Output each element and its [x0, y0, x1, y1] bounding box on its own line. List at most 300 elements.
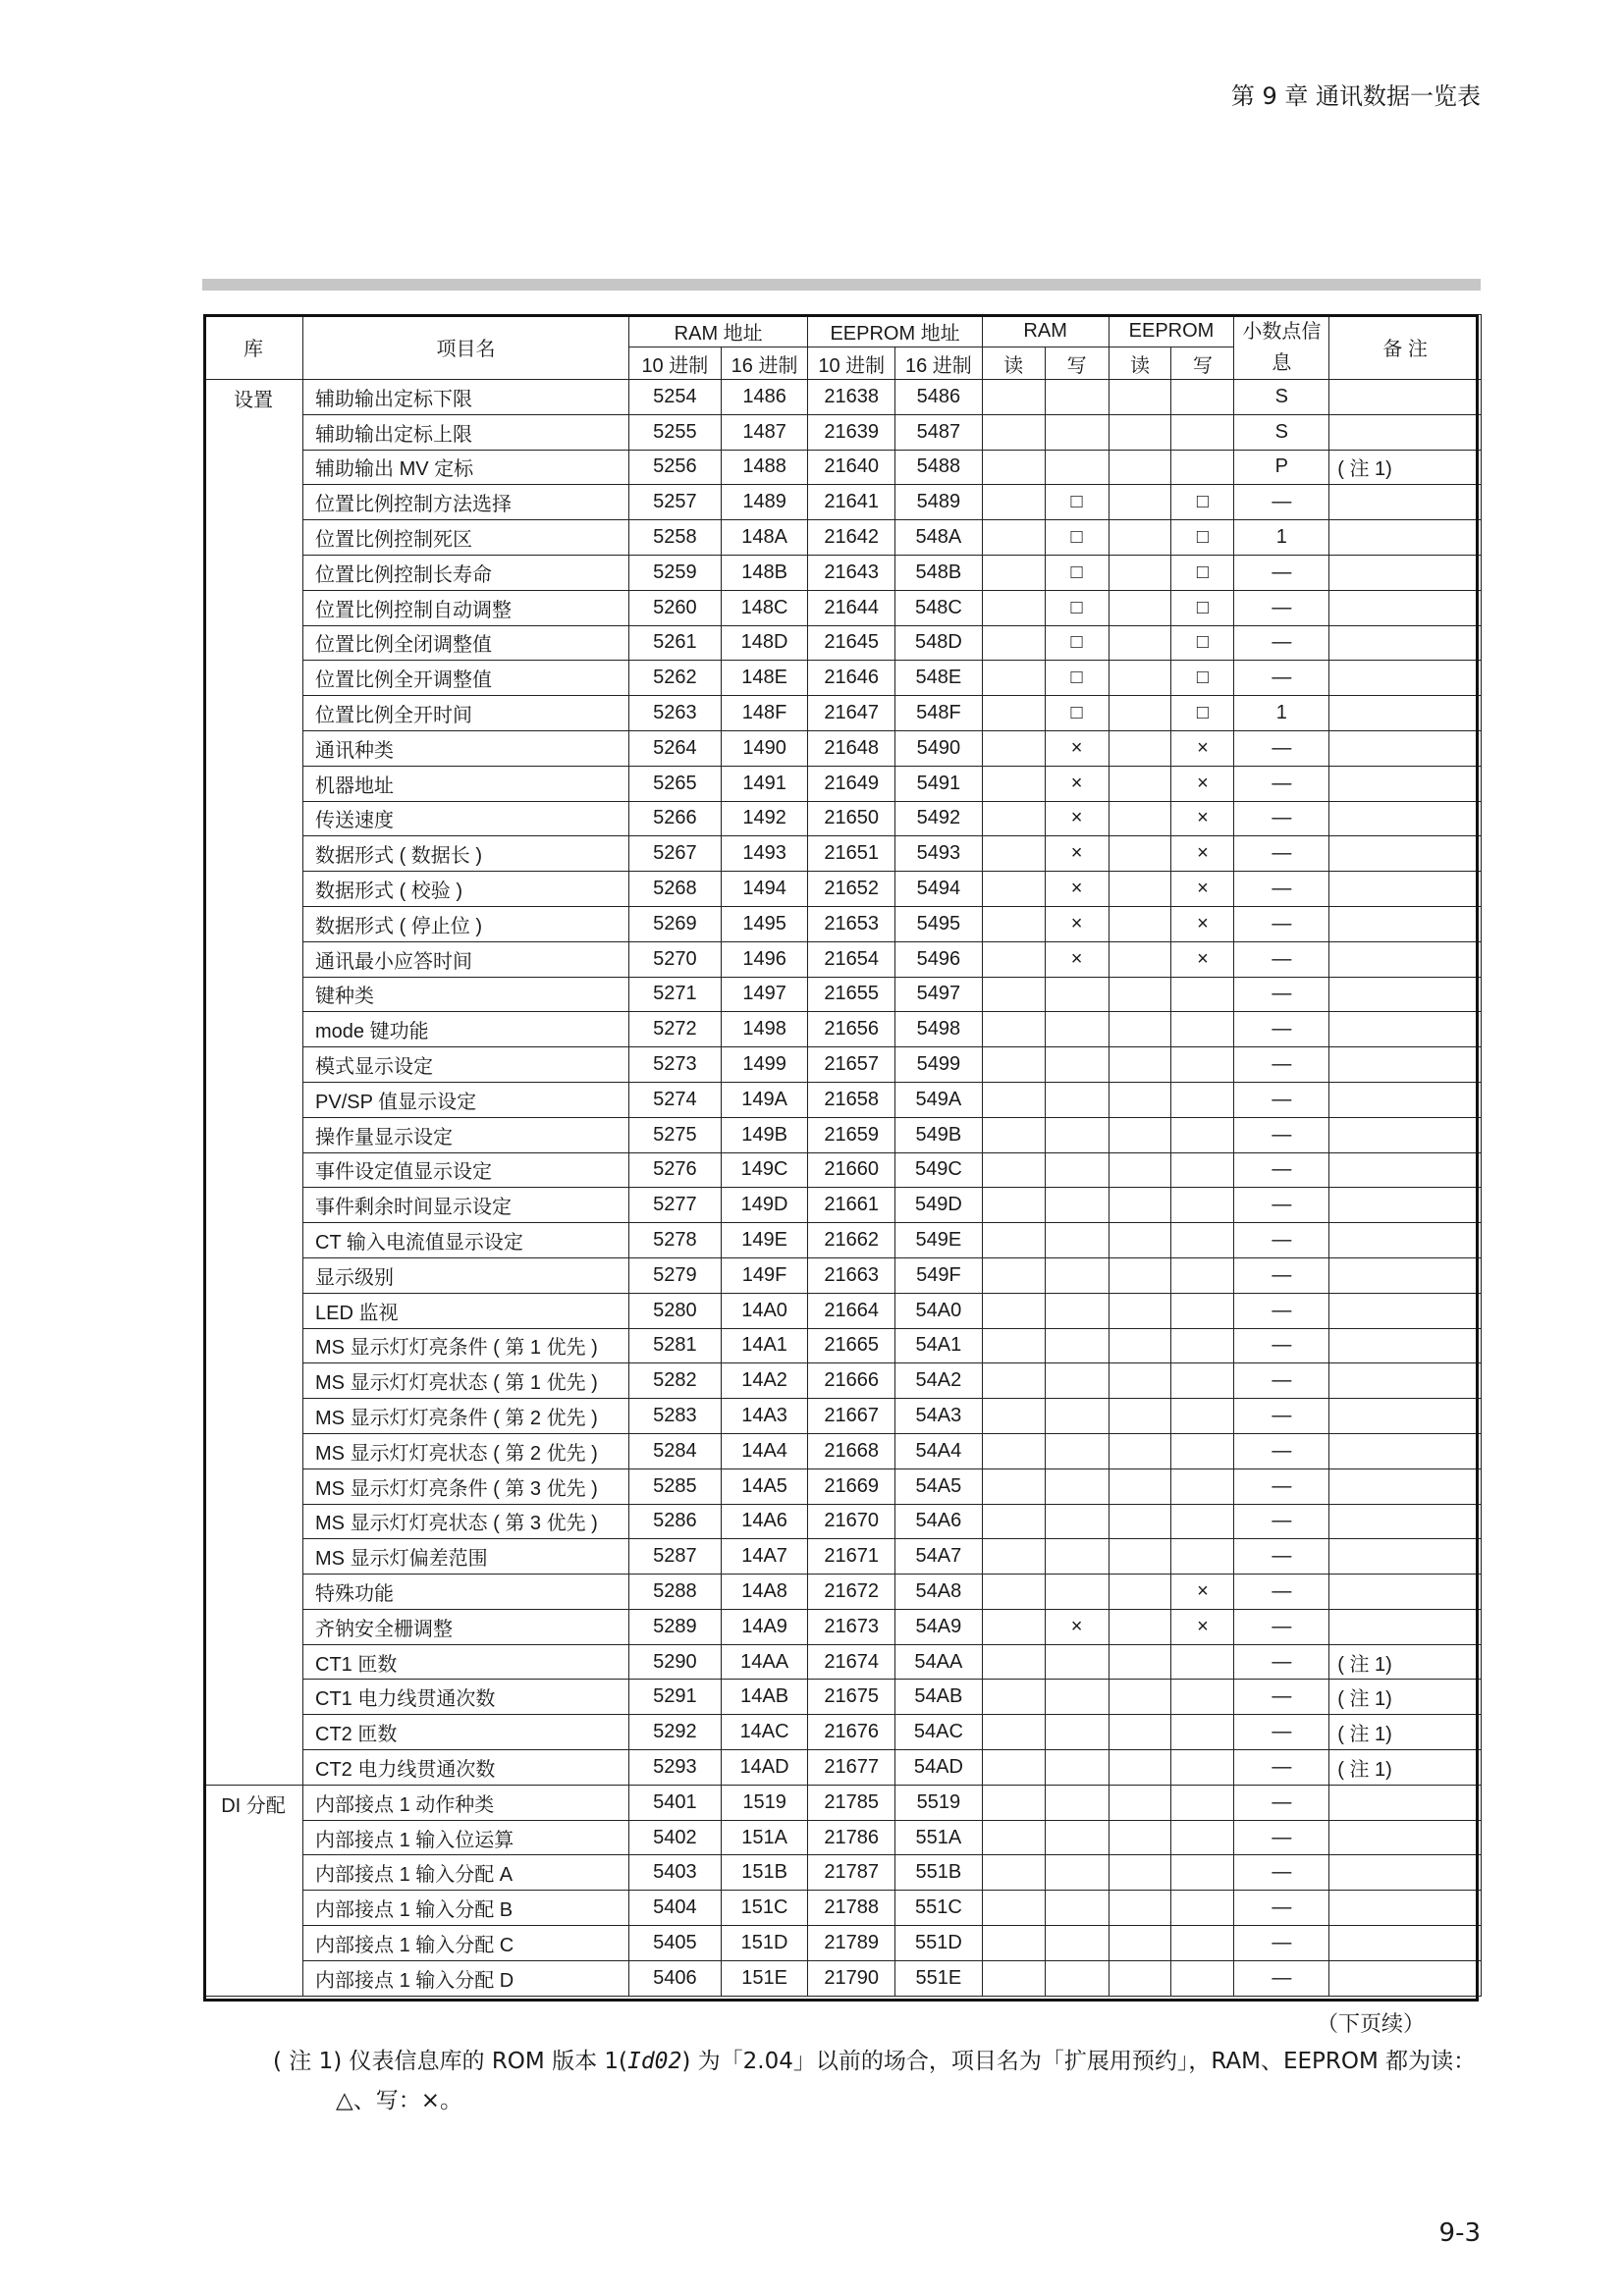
- remark-cell: [1329, 836, 1482, 872]
- item-name-cell: 内部接点 1 动作种类: [303, 1785, 629, 1820]
- eeprom-write-cell: [1171, 1750, 1234, 1786]
- eeprom-hex-cell: 5497: [895, 977, 983, 1012]
- eeprom-read-cell: [1109, 1293, 1171, 1328]
- table-row: [204, 872, 1482, 907]
- remark-cell: [1329, 1363, 1482, 1399]
- ram-read-cell: [982, 1047, 1045, 1083]
- ram-write-cell: [1045, 1293, 1109, 1328]
- ram-write-cell: [1045, 414, 1109, 450]
- ram-hex-cell: 148C: [721, 590, 808, 625]
- remark-cell: [1329, 1820, 1482, 1855]
- ram-dec-cell: 5276: [628, 1152, 721, 1188]
- ram-dec-cell: 5282: [628, 1363, 721, 1399]
- ram-write-cell: □: [1045, 485, 1109, 520]
- decimal-info-cell: —: [1234, 661, 1329, 696]
- ram-dec-cell: 5286: [628, 1504, 721, 1539]
- eeprom-read-cell: [1109, 1960, 1171, 1996]
- table-row: [204, 1539, 1482, 1575]
- eeprom-read-cell: [1109, 1820, 1171, 1855]
- decimal-info-cell: —: [1234, 1960, 1329, 1996]
- decimal-info-cell: —: [1234, 1820, 1329, 1855]
- remark-cell: [1329, 1047, 1482, 1083]
- eeprom-write-cell: [1171, 1012, 1234, 1047]
- ram-write-cell: ×: [1045, 836, 1109, 872]
- ram-hex-cell: 14AC: [721, 1715, 808, 1750]
- ram-write-cell: [1045, 1644, 1109, 1680]
- item-name-cell: CT1 电力线贯通次数: [303, 1680, 629, 1715]
- remark-cell: [1329, 1293, 1482, 1328]
- ram-hex-cell: 14A2: [721, 1363, 808, 1399]
- table-row: [204, 1855, 1482, 1891]
- table-row: [204, 590, 1482, 625]
- ram-write-cell: [1045, 1188, 1109, 1223]
- remark-cell: [1329, 485, 1482, 520]
- decimal-info-cell: —: [1234, 906, 1329, 941]
- decimal-info-cell: —: [1234, 485, 1329, 520]
- remark-cell: [1329, 520, 1482, 556]
- ram-hex-cell: 149E: [721, 1223, 808, 1258]
- remark-cell: [1329, 1012, 1482, 1047]
- decimal-info-cell: —: [1234, 1082, 1329, 1117]
- ram-write-cell: ×: [1045, 730, 1109, 766]
- eeprom-hex-cell: 5495: [895, 906, 983, 941]
- eeprom-hex-cell: 548A: [895, 520, 983, 556]
- ram-dec-cell: 5288: [628, 1575, 721, 1610]
- library-cell: 设置: [204, 380, 303, 1786]
- item-name-cell: 位置比例全开调整值: [303, 661, 629, 696]
- eeprom-hex-cell: 54A3: [895, 1399, 983, 1434]
- eeprom-dec-cell: 21658: [808, 1082, 895, 1117]
- eeprom-hex-cell: 549F: [895, 1257, 983, 1293]
- ram-write-cell: [1045, 1750, 1109, 1786]
- decimal-info-cell: —: [1234, 1715, 1329, 1750]
- item-name-cell: 位置比例控制死区: [303, 520, 629, 556]
- ram-hex-cell: 148B: [721, 555, 808, 590]
- eeprom-hex-cell: 551B: [895, 1855, 983, 1891]
- decimal-info-cell: —: [1234, 1504, 1329, 1539]
- eeprom-dec-cell: 21663: [808, 1257, 895, 1293]
- header-library: 库: [204, 315, 303, 380]
- ram-hex-cell: 151B: [721, 1855, 808, 1891]
- ram-dec-cell: 5281: [628, 1328, 721, 1363]
- ram-dec-cell: 5259: [628, 555, 721, 590]
- remark-cell: [1329, 1117, 1482, 1152]
- eeprom-read-cell: [1109, 1012, 1171, 1047]
- ram-dec-cell: 5269: [628, 906, 721, 941]
- ram-write-cell: ×: [1045, 766, 1109, 801]
- ram-write-cell: [1045, 1926, 1109, 1961]
- header-ram-dec: 10 进制: [628, 347, 721, 380]
- table-row: [204, 1223, 1482, 1258]
- eeprom-read-cell: [1109, 977, 1171, 1012]
- ram-dec-cell: 5287: [628, 1539, 721, 1575]
- item-name-cell: 事件设定值显示设定: [303, 1152, 629, 1188]
- remark-cell: [1329, 906, 1482, 941]
- eeprom-write-cell: [1171, 1855, 1234, 1891]
- eeprom-read-cell: [1109, 1047, 1171, 1083]
- decimal-info-cell: —: [1234, 1891, 1329, 1926]
- eeprom-hex-cell: 54A4: [895, 1433, 983, 1468]
- ram-dec-cell: 5265: [628, 766, 721, 801]
- table-row: [204, 1293, 1482, 1328]
- ram-hex-cell: 1492: [721, 801, 808, 836]
- eeprom-hex-cell: 548D: [895, 625, 983, 661]
- eeprom-write-cell: [1171, 1188, 1234, 1223]
- eeprom-dec-cell: 21672: [808, 1575, 895, 1610]
- decimal-info-cell: —: [1234, 1433, 1329, 1468]
- eeprom-dec-cell: 21788: [808, 1891, 895, 1926]
- ram-dec-cell: 5284: [628, 1433, 721, 1468]
- ram-dec-cell: 5289: [628, 1609, 721, 1644]
- table-row: [204, 1715, 1482, 1750]
- table-row: [204, 380, 1482, 415]
- ram-dec-cell: 5256: [628, 450, 721, 485]
- ram-hex-cell: 14A6: [721, 1504, 808, 1539]
- ram-hex-cell: 1493: [721, 836, 808, 872]
- ram-dec-cell: 5402: [628, 1820, 721, 1855]
- eeprom-dec-cell: 21652: [808, 872, 895, 907]
- header-item-name: 项目名: [303, 315, 629, 380]
- ram-hex-cell: 1488: [721, 450, 808, 485]
- table-row: [204, 766, 1482, 801]
- decimal-info-cell: —: [1234, 836, 1329, 872]
- remark-cell: ( 注 1): [1329, 1750, 1482, 1786]
- ram-hex-cell: 1499: [721, 1047, 808, 1083]
- decimal-info-cell: —: [1234, 1644, 1329, 1680]
- remark-cell: [1329, 1855, 1482, 1891]
- ram-write-cell: [1045, 977, 1109, 1012]
- eeprom-read-cell: [1109, 1785, 1171, 1820]
- table-row: [204, 414, 1482, 450]
- ram-hex-cell: 1519: [721, 1785, 808, 1820]
- remark-cell: [1329, 1960, 1482, 1996]
- item-name-cell: 事件剩余时间显示设定: [303, 1188, 629, 1223]
- item-name-cell: 位置比例全开时间: [303, 696, 629, 731]
- ram-write-cell: [1045, 1575, 1109, 1610]
- ram-read-cell: [982, 977, 1045, 1012]
- remark-cell: [1329, 766, 1482, 801]
- eeprom-dec-cell: 21645: [808, 625, 895, 661]
- ram-hex-cell: 14AB: [721, 1680, 808, 1715]
- remark-cell: [1329, 872, 1482, 907]
- eeprom-write-cell: □: [1171, 625, 1234, 661]
- decimal-info-cell: P: [1234, 450, 1329, 485]
- ram-hex-cell: 1491: [721, 766, 808, 801]
- ram-read-cell: [982, 941, 1045, 977]
- remark-cell: [1329, 977, 1482, 1012]
- eeprom-write-cell: [1171, 1257, 1234, 1293]
- ram-dec-cell: 5277: [628, 1188, 721, 1223]
- table-row: [204, 1926, 1482, 1961]
- item-name-cell: CT 输入电流值显示设定: [303, 1223, 629, 1258]
- table-body: [204, 380, 1482, 1997]
- eeprom-hex-cell: 54A6: [895, 1504, 983, 1539]
- eeprom-read-cell: [1109, 766, 1171, 801]
- eeprom-write-cell: □: [1171, 485, 1234, 520]
- ram-hex-cell: 149C: [721, 1152, 808, 1188]
- eeprom-hex-cell: 5487: [895, 414, 983, 450]
- ram-dec-cell: 5285: [628, 1468, 721, 1504]
- eeprom-read-cell: [1109, 414, 1171, 450]
- ram-dec-cell: 5270: [628, 941, 721, 977]
- ram-write-cell: [1045, 1363, 1109, 1399]
- ram-hex-cell: 1489: [721, 485, 808, 520]
- table-row: [204, 1644, 1482, 1680]
- decimal-info-cell: —: [1234, 801, 1329, 836]
- eeprom-dec-cell: 21664: [808, 1293, 895, 1328]
- ram-read-cell: [982, 1680, 1045, 1715]
- eeprom-hex-cell: 548E: [895, 661, 983, 696]
- eeprom-read-cell: [1109, 520, 1171, 556]
- ram-read-cell: [982, 1012, 1045, 1047]
- ram-hex-cell: 148A: [721, 520, 808, 556]
- ram-dec-cell: 5283: [628, 1399, 721, 1434]
- eeprom-hex-cell: 54AC: [895, 1715, 983, 1750]
- ram-read-cell: [982, 1644, 1045, 1680]
- decimal-info-cell: —: [1234, 766, 1329, 801]
- ram-hex-cell: 1496: [721, 941, 808, 977]
- ram-write-cell: [1045, 1680, 1109, 1715]
- header-eeprom: EEPROM: [1109, 315, 1234, 347]
- eeprom-hex-cell: 54AD: [895, 1750, 983, 1786]
- ram-hex-cell: 1486: [721, 380, 808, 415]
- item-name-cell: 内部接点 1 输入分配 B: [303, 1891, 629, 1926]
- ram-read-cell: [982, 1082, 1045, 1117]
- ram-write-cell: [1045, 1117, 1109, 1152]
- eeprom-dec-cell: 21643: [808, 555, 895, 590]
- eeprom-dec-cell: 21676: [808, 1715, 895, 1750]
- ram-read-cell: [982, 1960, 1045, 1996]
- eeprom-dec-cell: 21651: [808, 836, 895, 872]
- ram-write-cell: □: [1045, 555, 1109, 590]
- ram-read-cell: [982, 485, 1045, 520]
- item-name-cell: 通讯种类: [303, 730, 629, 766]
- ram-hex-cell: 1497: [721, 977, 808, 1012]
- ram-write-cell: ×: [1045, 801, 1109, 836]
- eeprom-write-cell: [1171, 1785, 1234, 1820]
- remark-cell: [1329, 1575, 1482, 1610]
- table-row: [204, 941, 1482, 977]
- decimal-info-cell: —: [1234, 1188, 1329, 1223]
- eeprom-write-cell: [1171, 1363, 1234, 1399]
- eeprom-read-cell: [1109, 661, 1171, 696]
- eeprom-hex-cell: 54A0: [895, 1293, 983, 1328]
- table-row: [204, 1750, 1482, 1786]
- item-name-cell: 齐钠安全栅调整: [303, 1609, 629, 1644]
- eeprom-dec-cell: 21670: [808, 1504, 895, 1539]
- ram-dec-cell: 5404: [628, 1891, 721, 1926]
- eeprom-dec-cell: 21662: [808, 1223, 895, 1258]
- ram-write-cell: □: [1045, 696, 1109, 731]
- eeprom-hex-cell: 5490: [895, 730, 983, 766]
- item-name-cell: 内部接点 1 输入分配 D: [303, 1960, 629, 1996]
- eeprom-dec-cell: 21648: [808, 730, 895, 766]
- ram-hex-cell: 148D: [721, 625, 808, 661]
- ram-read-cell: [982, 1750, 1045, 1786]
- ram-read-cell: [982, 1468, 1045, 1504]
- eeprom-read-cell: [1109, 1644, 1171, 1680]
- header-eeprom-hex: 16 进制: [895, 347, 983, 380]
- eeprom-read-cell: [1109, 696, 1171, 731]
- remark-cell: [1329, 696, 1482, 731]
- ram-read-cell: [982, 836, 1045, 872]
- remark-cell: [1329, 555, 1482, 590]
- eeprom-read-cell: [1109, 1082, 1171, 1117]
- eeprom-read-cell: [1109, 1117, 1171, 1152]
- decimal-info-cell: —: [1234, 941, 1329, 977]
- ram-read-cell: [982, 1399, 1045, 1434]
- ram-read-cell: [982, 801, 1045, 836]
- eeprom-write-cell: □: [1171, 590, 1234, 625]
- header-eeprom-read: 读: [1109, 347, 1171, 380]
- ram-read-cell: [982, 450, 1045, 485]
- ram-read-cell: [982, 661, 1045, 696]
- item-name-cell: 操作量显示设定: [303, 1117, 629, 1152]
- table-row: [204, 1257, 1482, 1293]
- ram-dec-cell: 5271: [628, 977, 721, 1012]
- eeprom-dec-cell: 21640: [808, 450, 895, 485]
- decimal-info-cell: —: [1234, 1750, 1329, 1786]
- decimal-info-cell: —: [1234, 590, 1329, 625]
- eeprom-dec-cell: 21659: [808, 1117, 895, 1152]
- eeprom-hex-cell: 551A: [895, 1820, 983, 1855]
- item-name-cell: PV/SP 值显示设定: [303, 1082, 629, 1117]
- eeprom-hex-cell: 54AB: [895, 1680, 983, 1715]
- remark-cell: [1329, 1188, 1482, 1223]
- eeprom-hex-cell: 551D: [895, 1926, 983, 1961]
- ram-hex-cell: 149F: [721, 1257, 808, 1293]
- footnote-text-a: ( 注 1) 仪表信息库的 ROM 版本 1(: [273, 2049, 627, 2074]
- remark-cell: [1329, 1433, 1482, 1468]
- eeprom-write-cell: [1171, 1926, 1234, 1961]
- eeprom-write-cell: □: [1171, 696, 1234, 731]
- item-name-cell: 位置比例控制自动调整: [303, 590, 629, 625]
- eeprom-hex-cell: 549B: [895, 1117, 983, 1152]
- decimal-info-cell: —: [1234, 1293, 1329, 1328]
- decimal-info-cell: 1: [1234, 696, 1329, 731]
- eeprom-dec-cell: 21655: [808, 977, 895, 1012]
- eeprom-read-cell: [1109, 1680, 1171, 1715]
- ram-dec-cell: 5406: [628, 1960, 721, 1996]
- library-cell: DI 分配: [204, 1785, 303, 1996]
- item-name-cell: 数据形式 ( 数据长 ): [303, 836, 629, 872]
- eeprom-hex-cell: 5488: [895, 450, 983, 485]
- table-row: [204, 1960, 1482, 1996]
- table-row: [204, 1680, 1482, 1715]
- decimal-info-cell: —: [1234, 1575, 1329, 1610]
- header-remarks: 备 注: [1329, 315, 1482, 380]
- eeprom-write-cell: [1171, 1152, 1234, 1188]
- eeprom-dec-cell: 21649: [808, 766, 895, 801]
- eeprom-dec-cell: 21665: [808, 1328, 895, 1363]
- eeprom-read-cell: [1109, 906, 1171, 941]
- table-row: [204, 555, 1482, 590]
- ram-read-cell: [982, 1609, 1045, 1644]
- eeprom-dec-cell: 21639: [808, 414, 895, 450]
- eeprom-read-cell: [1109, 1715, 1171, 1750]
- ram-dec-cell: 5401: [628, 1785, 721, 1820]
- ram-dec-cell: 5290: [628, 1644, 721, 1680]
- table-row: [204, 485, 1482, 520]
- eeprom-write-cell: [1171, 1468, 1234, 1504]
- eeprom-dec-cell: 21638: [808, 380, 895, 415]
- table-row: [204, 1468, 1482, 1504]
- eeprom-write-cell: [1171, 1644, 1234, 1680]
- table-row: [204, 1891, 1482, 1926]
- eeprom-write-cell: ×: [1171, 1609, 1234, 1644]
- item-name-cell: CT2 匝数: [303, 1715, 629, 1750]
- ram-write-cell: ×: [1045, 941, 1109, 977]
- item-name-cell: CT1 匝数: [303, 1644, 629, 1680]
- eeprom-write-cell: ×: [1171, 730, 1234, 766]
- item-name-cell: 特殊功能: [303, 1575, 629, 1610]
- ram-dec-cell: 5293: [628, 1750, 721, 1786]
- decimal-info-cell: —: [1234, 1047, 1329, 1083]
- ram-write-cell: [1045, 1082, 1109, 1117]
- ram-read-cell: [982, 1433, 1045, 1468]
- eeprom-write-cell: [1171, 1328, 1234, 1363]
- ram-read-cell: [982, 380, 1045, 415]
- item-name-cell: 显示级别: [303, 1257, 629, 1293]
- ram-dec-cell: 5262: [628, 661, 721, 696]
- item-name-cell: 位置比例控制方法选择: [303, 485, 629, 520]
- ram-write-cell: [1045, 450, 1109, 485]
- eeprom-hex-cell: 549E: [895, 1223, 983, 1258]
- eeprom-dec-cell: 21654: [808, 941, 895, 977]
- ram-read-cell: [982, 1223, 1045, 1258]
- ram-dec-cell: 5268: [628, 872, 721, 907]
- ram-write-cell: [1045, 1399, 1109, 1434]
- remark-cell: [1329, 1223, 1482, 1258]
- ram-dec-cell: 5405: [628, 1926, 721, 1961]
- ram-read-cell: [982, 1575, 1045, 1610]
- ram-hex-cell: 151E: [721, 1960, 808, 1996]
- ram-read-cell: [982, 1539, 1045, 1575]
- ram-hex-cell: 14A3: [721, 1399, 808, 1434]
- header-ram-read: 读: [982, 347, 1045, 380]
- eeprom-read-cell: [1109, 836, 1171, 872]
- ram-read-cell: [982, 1188, 1045, 1223]
- item-name-cell: MS 显示灯灯亮条件 ( 第 1 优先 ): [303, 1328, 629, 1363]
- remark-cell: [1329, 1082, 1482, 1117]
- ram-read-cell: [982, 1820, 1045, 1855]
- ram-read-cell: [982, 906, 1045, 941]
- ram-write-cell: □: [1045, 625, 1109, 661]
- eeprom-write-cell: [1171, 977, 1234, 1012]
- remark-cell: [1329, 1152, 1482, 1188]
- decimal-info-cell: —: [1234, 555, 1329, 590]
- continued-label: （下页续）: [1316, 2012, 1425, 2037]
- eeprom-dec-cell: 21789: [808, 1926, 895, 1961]
- header-eeprom-address: EEPROM 地址: [808, 315, 982, 347]
- eeprom-dec-cell: 21666: [808, 1363, 895, 1399]
- header-ram: RAM: [982, 315, 1109, 347]
- decimal-info-cell: —: [1234, 1117, 1329, 1152]
- ram-dec-cell: 5292: [628, 1715, 721, 1750]
- remark-cell: [1329, 1891, 1482, 1926]
- ram-dec-cell: 5264: [628, 730, 721, 766]
- item-name-cell: 传送速度: [303, 801, 629, 836]
- eeprom-hex-cell: 54A2: [895, 1363, 983, 1399]
- eeprom-read-cell: [1109, 625, 1171, 661]
- eeprom-hex-cell: 5493: [895, 836, 983, 872]
- item-name-cell: MS 显示灯偏差范围: [303, 1539, 629, 1575]
- table-row: [204, 730, 1482, 766]
- remark-cell: ( 注 1): [1329, 1680, 1482, 1715]
- item-name-cell: mode 键功能: [303, 1012, 629, 1047]
- ram-read-cell: [982, 590, 1045, 625]
- eeprom-dec-cell: 21647: [808, 696, 895, 731]
